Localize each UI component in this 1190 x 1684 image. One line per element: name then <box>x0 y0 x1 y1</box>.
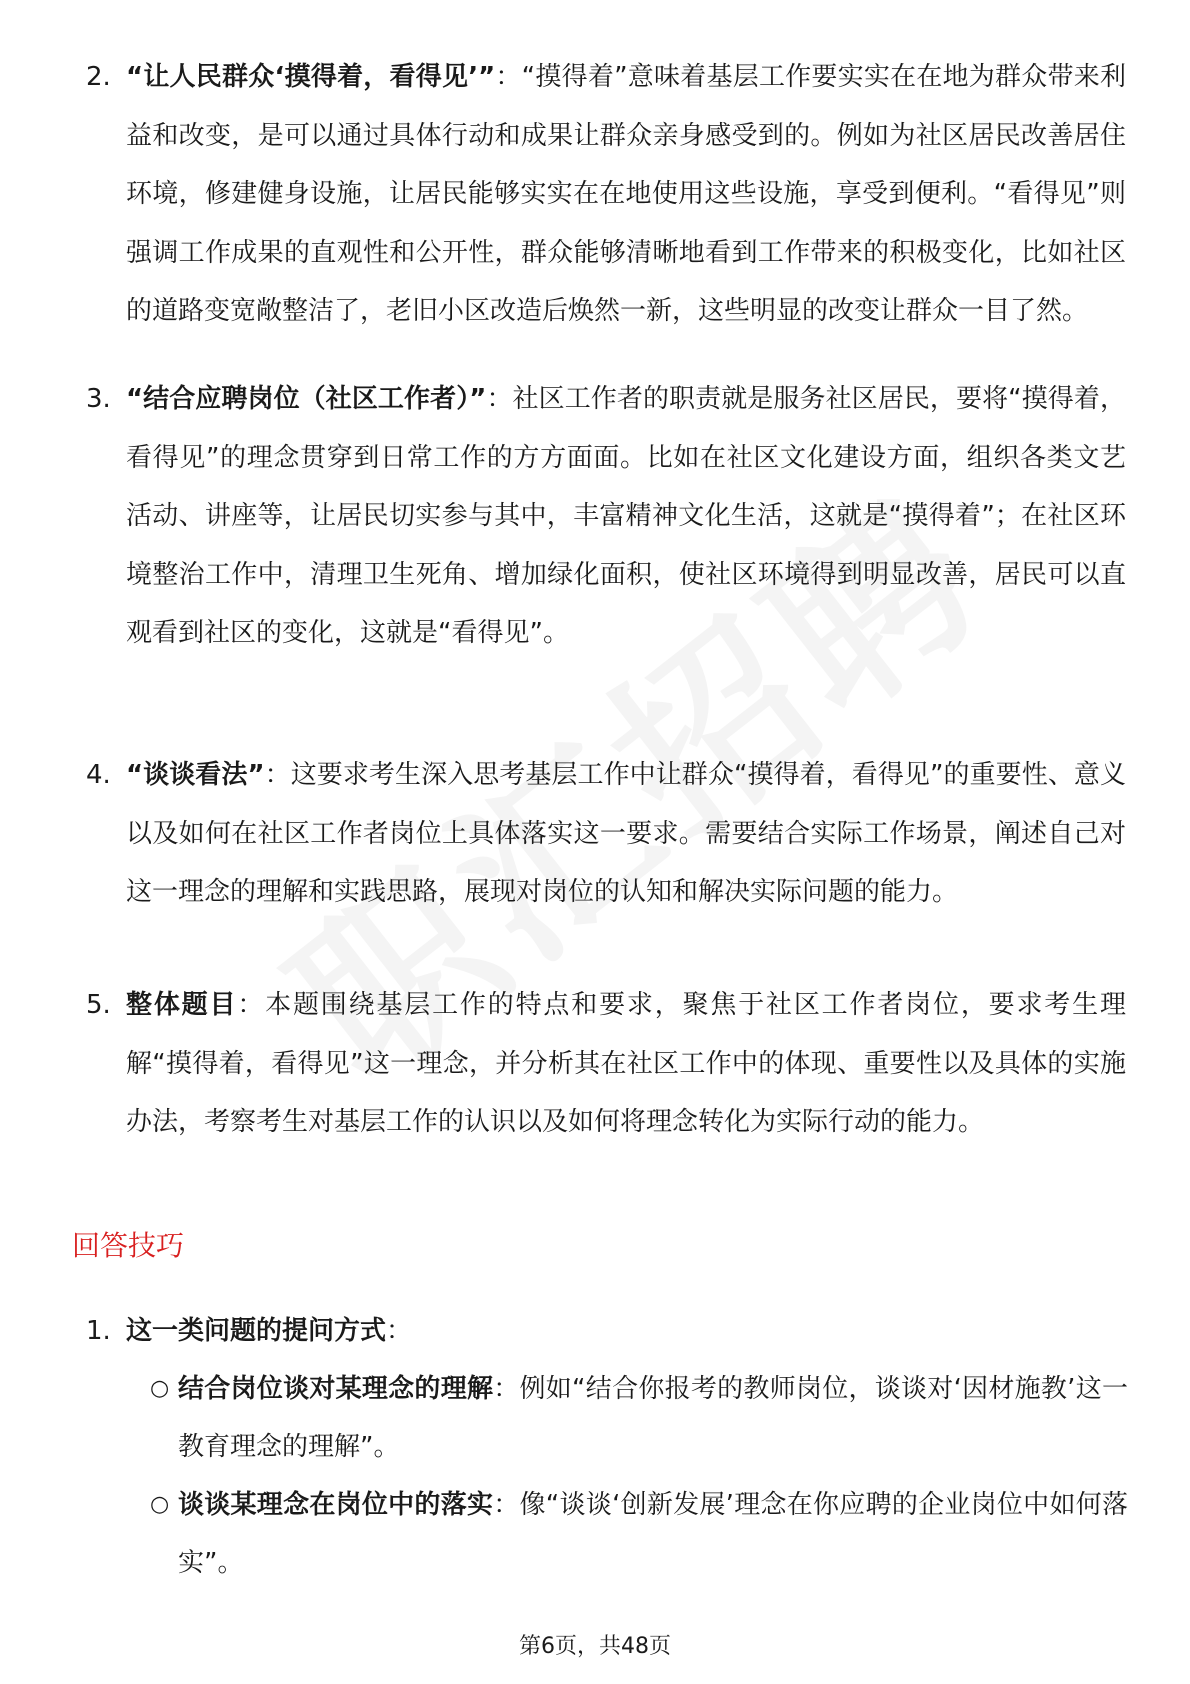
page-footer: 第6页，共48页 <box>519 1634 671 1659</box>
list-number: 4. <box>86 760 111 790</box>
bullet-circle-icon: ○ <box>150 1492 170 1517</box>
list-item-title: “让人民群众‘摸得着，看得见’” <box>126 62 496 92</box>
sub-list-item-title: 结合岗位谈对某理念的理解 <box>178 1374 494 1404</box>
section-title: 回答技巧 <box>72 1229 185 1262</box>
list-number: 2. <box>86 62 111 92</box>
separator: ： <box>495 62 522 92</box>
list-number: 3. <box>86 384 111 414</box>
list-item-body: 社区工作者的职责就是服务社区居民，要将“摸得着，看得见”的理念贯穿到日常工作的方方面面。比如在社区文化建设方面，组织各类文艺活动、讲座等，让居民切实参与其中，丰富精神文化生活，这就是“摸得着”；在社区环境整治工作中，清理卫生死角、增加绿化面积，使社区环境得到明显改善，居民可以直观看到社区的变化，这就是“看得见”。 <box>126 384 1126 648</box>
list-item-body: “摸得着”意味着基层工作要实实在在地为群众带来利益和改变，是可以通过具体行动和成果让群众亲身感受到的。例如为社区居民改善居住环境，修建健身设施，让居民能够实实在在地使用这些设施，享受到便利。“看得见”则强调工作成果的直观性和公开性，群众能够清晰地看到工作带来的积极变化，比如社区的道路变宽敞整洁了，老旧小区改造后焕然一新，这些明显的改变让群众一目了然。 <box>126 62 1126 326</box>
separator: ： <box>386 1316 413 1346</box>
sub-list-item-text <box>178 1360 1128 1476</box>
list-item-title: 整体题目 <box>126 990 238 1020</box>
sub-list-item-title: 谈谈某理念在岗位中的落实 <box>178 1490 494 1520</box>
list-item-body: 本题围绕基层工作的特点和要求，聚焦于社区工作者岗位，要求考生理解“摸得着，看得见”这一理念，并分析其在社区工作中的体现、重要性以及具体的实施办法，考察考生对基层工作的认识以及如何将理念转化为实际行动的能力。 <box>126 990 1126 1137</box>
list-item-text <box>126 976 1126 1152</box>
separator: ： <box>493 1490 520 1520</box>
list-number: 5. <box>86 990 111 1020</box>
separator: ： <box>264 760 291 790</box>
list-item-text <box>126 1302 1126 1361</box>
separator: ： <box>486 384 513 414</box>
list-item-title: 这一类问题的提问方式 <box>126 1316 387 1346</box>
list-item-title: “结合应聘岗位（社区工作者）” <box>126 384 487 414</box>
list-item-text <box>126 746 1126 922</box>
sub-list-item-text <box>178 1476 1128 1592</box>
separator: ： <box>493 1374 520 1404</box>
sub-list-item-body: 例如“结合你报考的教师岗位，谈谈对‘因材施教’这一教育理念的理解”。 <box>178 1374 1128 1462</box>
list-item-text <box>126 48 1126 341</box>
list-number: 1. <box>86 1316 111 1346</box>
sub-list-item-body: 像“谈谈‘创新发展’理念在你应聘的企业岗位中如何落实”。 <box>178 1490 1128 1578</box>
list-item-title: “谈谈看法” <box>126 760 265 790</box>
separator: ： <box>237 990 266 1020</box>
list-item-body: 这要求考生深入思考基层工作中让群众“摸得着，看得见”的重要性、意义以及如何在社区工作者岗位上具体落实这一要求。需要结合实际工作场景，阐述自己对这一理念的理解和实践思路，展现对岗位的认知和解决实际问题的能力。 <box>126 760 1126 907</box>
list-item-text <box>126 370 1126 663</box>
bullet-circle-icon: ○ <box>150 1376 170 1401</box>
